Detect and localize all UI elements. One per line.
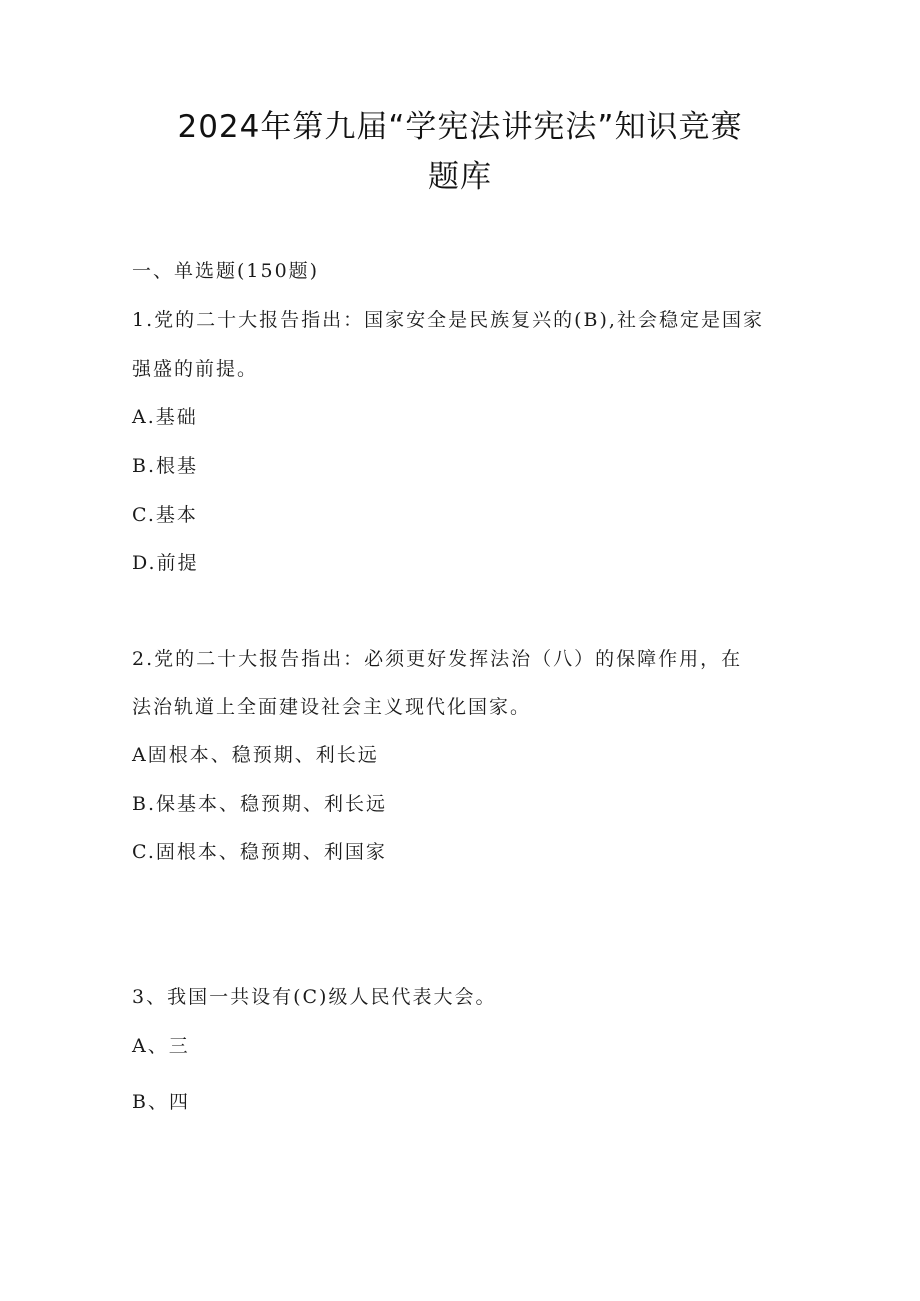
question-1-stem-line-2: 强盛的前提。 [132, 358, 259, 380]
question-3-option-b: B、四 [132, 1091, 190, 1113]
section-heading: 一、单选题(150题) [132, 260, 320, 282]
question-1-option-b: B.根基 [132, 455, 199, 477]
question-3-option-a: A、三 [132, 1035, 190, 1057]
question-2-option-a: A固根本、稳预期、利长远 [132, 744, 379, 766]
question-2-option-b: B.保基本、稳预期、利长远 [132, 793, 388, 815]
question-2-stem-line-1: 2.党的二十大报告指出：必须更好发挥法治（八）的保障作用，在 [132, 648, 743, 670]
question-3-stem: 3、我国一共设有(C)级人民代表大会。 [132, 986, 497, 1008]
document-title-line-1: 2024年第九届“学宪法讲宪法”知识竞赛 [177, 109, 743, 145]
document-title-line-2: 题库 [428, 159, 492, 195]
question-2-option-c: C.固根本、稳预期、利国家 [132, 841, 387, 863]
question-1-stem-line-1: 1.党的二十大报告指出：国家安全是民族复兴的(B),社会稳定是国家 [132, 309, 764, 331]
question-1-option-d: D.前提 [132, 552, 199, 574]
question-2-stem-line-2: 法治轨道上全面建设社会主义现代化国家。 [132, 696, 532, 718]
question-1-option-a: A.基础 [132, 406, 198, 428]
question-1-option-c: C.基本 [132, 504, 198, 526]
